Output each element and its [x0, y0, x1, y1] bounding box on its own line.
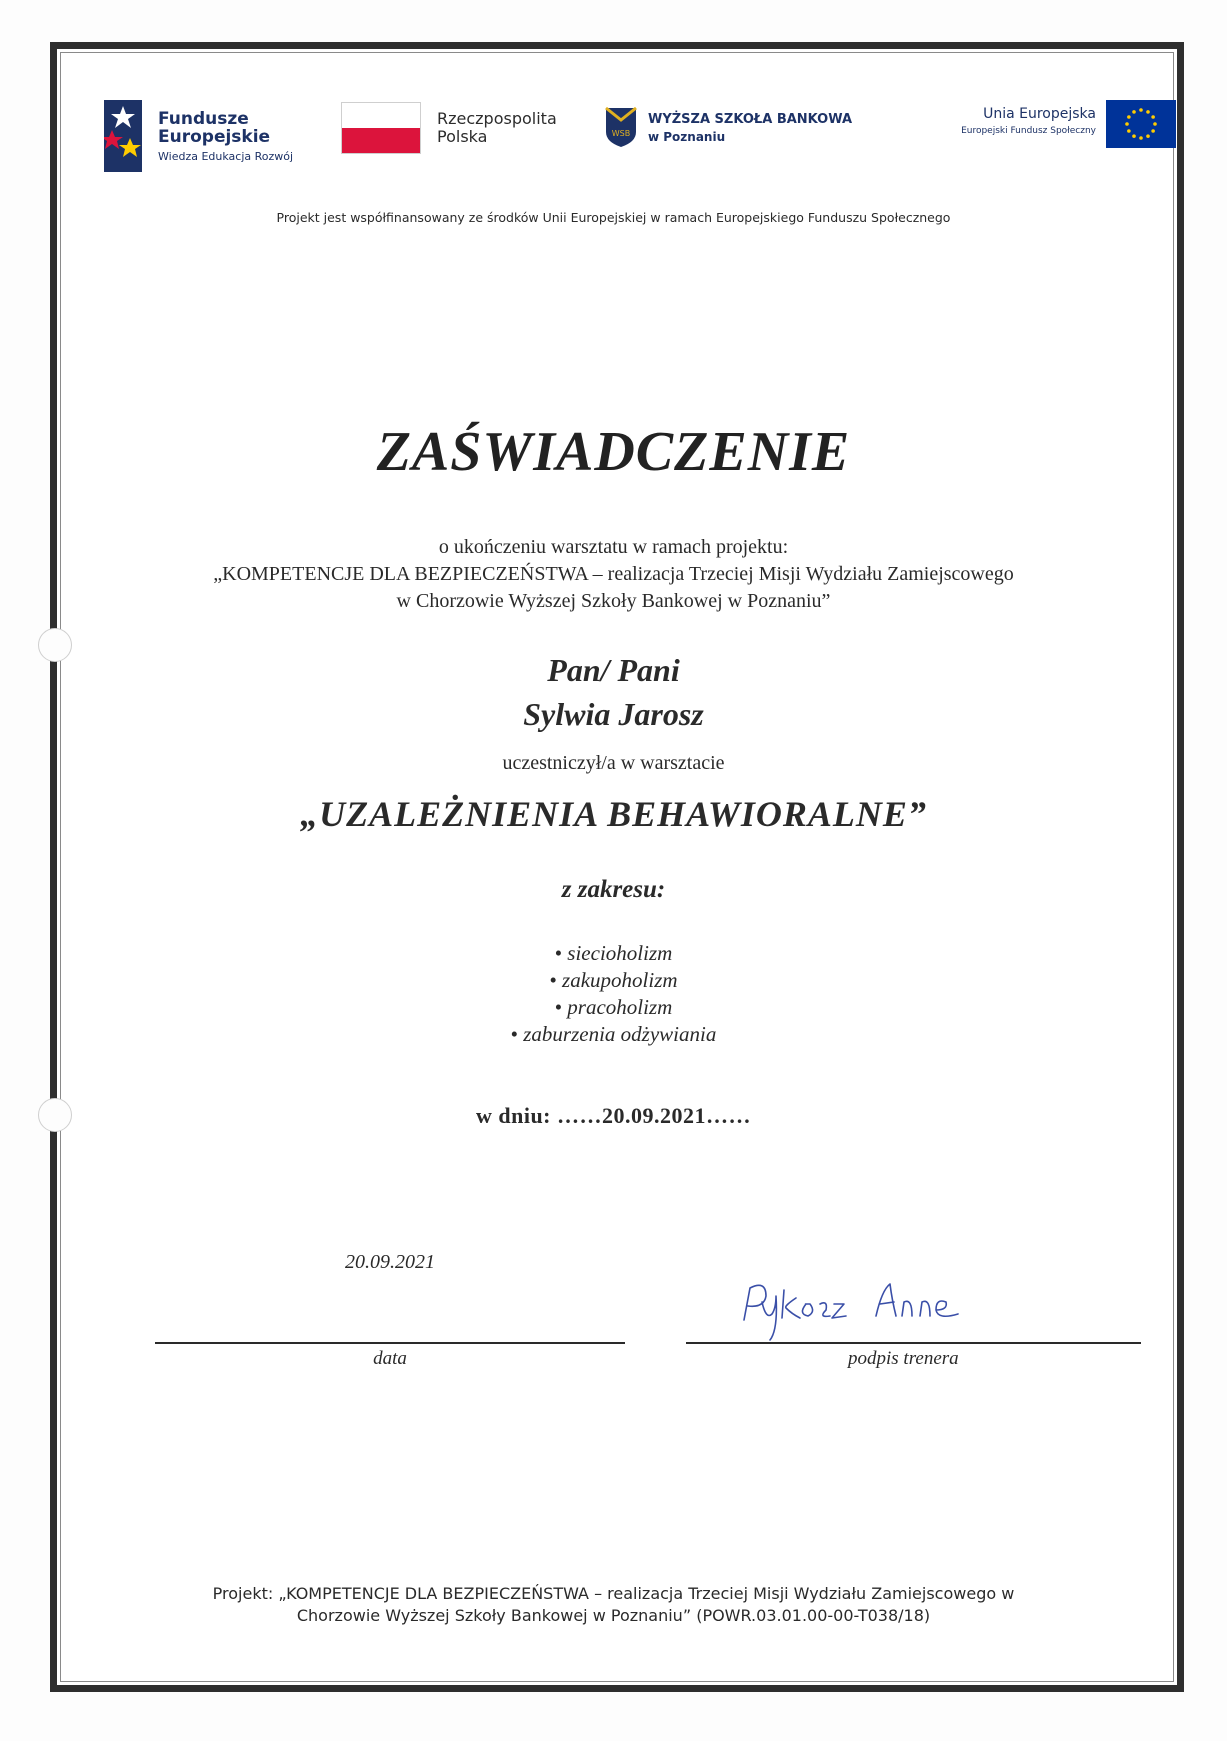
eu-star-icon	[1132, 110, 1136, 114]
trainer-signature-rule	[686, 1342, 1141, 1344]
workshop-title: „UZALEŻNIENIA BEHAWIORALNE”	[300, 794, 927, 834]
fundusze-europejskie-logo	[104, 100, 304, 180]
poland-flag-icon	[341, 102, 421, 154]
scope-item: • siecioholizm	[0, 940, 1227, 967]
certificate-title: ZAŚWIADCZENIE	[376, 421, 851, 483]
rzeczpospolita-line1: Rzeczpospolita	[437, 109, 557, 128]
intro-line2: „KOMPETENCJE DLA BEZPIECZEŃSTWA – realizacja Trzeciej Misji Wydziału Zamiejscowego	[213, 563, 1014, 585]
scope-item: • zaburzenia odżywiania	[0, 1021, 1227, 1048]
fundusze-tagline: Wiedza Edukacja Rozwój	[158, 150, 294, 163]
wsb-logo	[604, 106, 894, 156]
eu-star-icon	[1127, 129, 1131, 133]
intro-block	[0, 534, 1227, 615]
fundusze-line2: Europejskie	[158, 127, 271, 147]
scope-list	[0, 940, 1227, 1048]
footer-line1: Projekt: „KOMPETENCJE DLA BEZPIECZEŃSTWA – realizacja Trzeciej Misji Wydziału Zamiejscowego w	[212, 1584, 1015, 1603]
eu-star-icon	[1125, 122, 1129, 126]
unia-line2: Europejski Fundusz Społeczny	[961, 126, 1096, 136]
eu-star-icon	[1151, 115, 1155, 119]
eu-star-icon	[1153, 122, 1157, 126]
date-field-rule	[155, 1342, 625, 1344]
unia-europejska-logo	[936, 100, 1176, 150]
rzeczpospolita-line2: Polska	[437, 127, 488, 146]
handwritten-signature	[736, 1270, 966, 1342]
salutation: Pan/ Pani	[547, 652, 680, 688]
scope-label: z zakresu:	[561, 876, 666, 903]
eu-star-icon	[1139, 136, 1143, 140]
unia-line1: Unia Europejska	[983, 106, 1096, 122]
eu-star-icon	[1132, 134, 1136, 138]
wsb-line2: w Poznaniu	[648, 130, 726, 144]
fundusze-europejskie-mark-icon	[104, 100, 142, 172]
rzeczpospolita-polska-logo	[341, 100, 581, 160]
workshop-date: w dniu: ……20.09.2021……	[475, 1103, 752, 1128]
eu-flag-icon	[1106, 100, 1176, 148]
participant-name: Sylwia Jarosz	[523, 696, 704, 732]
scope-item: • zakupoholizm	[0, 967, 1227, 994]
wsb-shield-icon	[604, 106, 638, 148]
intro-line1: o ukończeniu warsztatu w ramach projektu:	[438, 536, 789, 558]
participated-text: uczestniczył/a w warsztacie	[502, 752, 725, 774]
date-field-value: 20.09.2021	[345, 1251, 435, 1273]
funding-note: Projekt jest współfinansowany ze środków Unii Europejskiej w ramach Europejskiego Funduszu Społecznego	[276, 210, 951, 225]
eu-star-icon	[1127, 115, 1131, 119]
trainer-signature-caption: podpis trenera	[848, 1348, 959, 1369]
certificate-frame	[50, 42, 1184, 1692]
intro-line3: w Chorzowie Wyższej Szkoły Bankowej w Poznaniu”	[396, 590, 831, 612]
recipient-block	[0, 648, 1227, 736]
eu-star-icon	[1151, 129, 1155, 133]
fundusze-line1: Fundusze	[158, 109, 249, 129]
scope-item: • pracoholizm	[0, 994, 1227, 1021]
eu-star-icon	[1139, 108, 1143, 112]
footer-line2: Chorzowie Wyższej Szkoły Bankowej w Poznaniu” (POWR.03.01.00-00-T038/18)	[296, 1606, 931, 1625]
eu-star-icon	[1146, 134, 1150, 138]
wsb-line1: WYŻSZA SZKOŁA BANKOWA	[648, 112, 853, 127]
project-footer	[0, 1583, 1227, 1627]
wsb-badge-text: WSB	[611, 129, 631, 138]
eu-star-icon	[1146, 110, 1150, 114]
date-field-caption: data	[373, 1348, 407, 1369]
